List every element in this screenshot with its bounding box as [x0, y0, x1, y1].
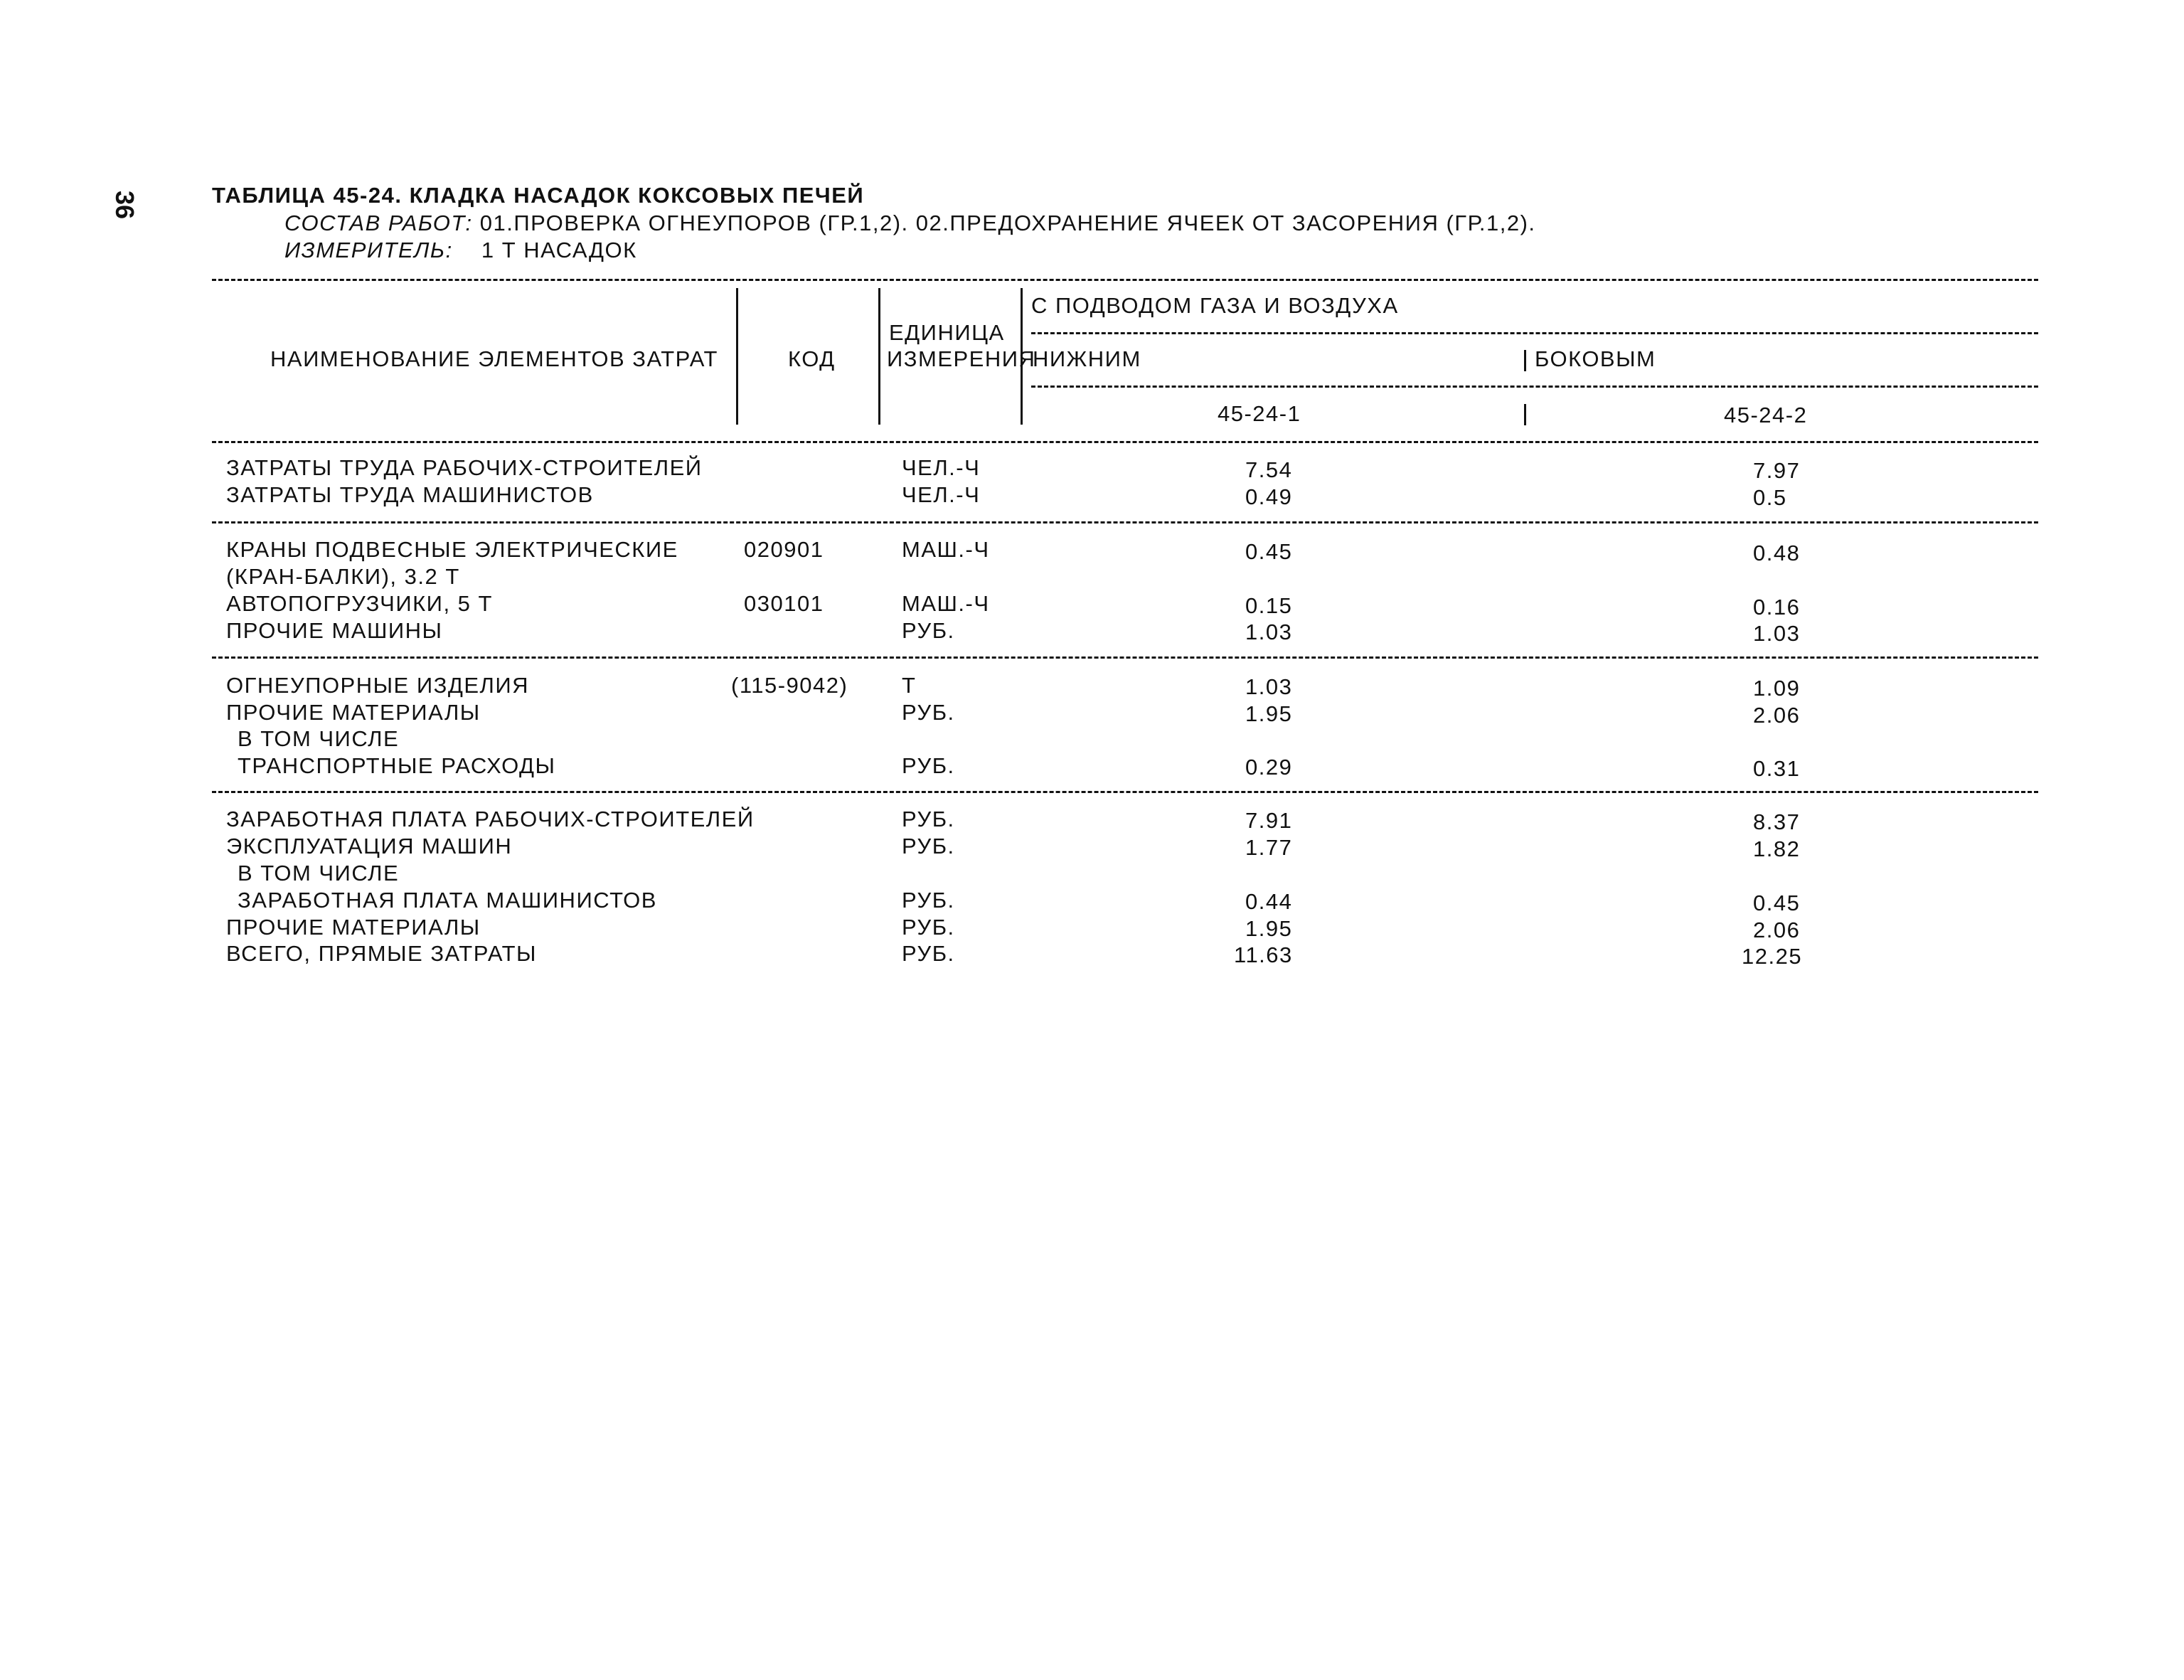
row-value-1: 1.03 [1245, 620, 1293, 644]
work-composition [284, 212, 1536, 234]
row-value-1: 0.29 [1245, 755, 1293, 780]
section-rule-3 [212, 791, 2038, 793]
col-divider-sub [1524, 350, 1526, 371]
row-unit: МАШ.-Ч [902, 537, 990, 562]
row-name: ЗАТРАТЫ ТРУДА РАБОЧИХ-СТРОИТЕЛЕЙ [226, 455, 703, 480]
header-unit-col-1: ЕДИНИЦА [889, 320, 1005, 345]
col-divider-code [878, 288, 880, 425]
row-unit: РУБ. [902, 807, 955, 831]
row-name: КРАНЫ ПОДВЕСНЫЕ ЭЛЕКТРИЧЕСКИЕ [226, 537, 678, 562]
header-group-rule [1031, 332, 2038, 334]
row-unit: РУБ. [902, 618, 955, 643]
row-unit: РУБ. [902, 700, 955, 725]
row-value-2: 0.16 [1753, 595, 1801, 620]
measure-text: 1 Т НАСАДОК [481, 238, 637, 262]
row-name: ПРОЧИЕ МАТЕРИАЛЫ [226, 915, 481, 940]
row-value-2: 0.5 [1753, 485, 1787, 510]
row-name: ЭКСПЛУАТАЦИЯ МАШИН [226, 834, 513, 858]
row-unit: ЧЕЛ.-Ч [902, 482, 981, 507]
row-value-2: 12.25 [1742, 944, 1803, 969]
work-composition-label: СОСТАВ РАБОТ: [284, 211, 473, 235]
header-sub1: НИЖНИМ [1033, 346, 1141, 371]
row-name: В ТОМ ЧИСЛЕ [238, 861, 400, 886]
row-value-2: 0.45 [1753, 890, 1801, 915]
row-value-1: 1.77 [1245, 835, 1293, 860]
row-name: ЗАТРАТЫ ТРУДА МАШИНИСТОВ [226, 482, 594, 507]
section-rule-1 [212, 521, 2038, 523]
row-unit: РУБ. [902, 753, 955, 778]
row-value-2: 0.48 [1753, 541, 1801, 565]
row-unit: ЧЕЛ.-Ч [902, 455, 981, 480]
row-value-1: 0.44 [1245, 889, 1293, 914]
measure [284, 239, 637, 261]
table-top-rule [212, 279, 2038, 281]
row-name: В ТОМ ЧИСЛЕ [238, 726, 400, 751]
row-name: ОГНЕУПОРНЫЕ ИЗДЕЛИЯ [226, 673, 530, 698]
row-value-1: 7.54 [1245, 457, 1293, 482]
section-rule-2 [212, 656, 2038, 659]
header-code1: 45-24-1 [1218, 401, 1301, 426]
row-name: АВТОПОГРУЗЧИКИ, 5 Т [226, 591, 493, 616]
col-divider-name [736, 288, 738, 425]
row-value-2: 0.31 [1753, 756, 1801, 781]
row-unit: РУБ. [902, 915, 955, 940]
row-code: 020901 [744, 537, 824, 562]
row-unit: Т [902, 673, 917, 698]
row-value-2: 2.06 [1753, 703, 1801, 728]
row-unit: РУБ. [902, 941, 955, 966]
col-divider-code-sub [1524, 404, 1526, 425]
row-value-1: 0.45 [1245, 539, 1293, 564]
row-name: ЗАРАБОТНАЯ ПЛАТА МАШИНИСТОВ [238, 888, 657, 913]
row-unit: МАШ.-Ч [902, 591, 990, 616]
header-name-col: НАИМЕНОВАНИЕ ЭЛЕМЕНТОВ ЗАТРАТ [270, 346, 718, 371]
header-unit-col-2: ИЗМЕРЕНИЯ [887, 346, 1036, 371]
header-sub-rule [1031, 386, 2038, 388]
header-sub2: БОКОВЫМ [1535, 346, 1656, 371]
row-value-1: 0.49 [1245, 484, 1293, 509]
row-value-1: 0.15 [1245, 593, 1293, 618]
row-name: ЗАРАБОТНАЯ ПЛАТА РАБОЧИХ-СТРОИТЕЛЕЙ [226, 807, 755, 831]
row-value-2: 7.97 [1753, 458, 1801, 483]
measure-label: ИЗМЕРИТЕЛЬ: [284, 238, 453, 262]
row-value-2: 1.03 [1753, 621, 1801, 646]
row-value-1: 1.03 [1245, 674, 1293, 699]
row-code: (115-9042) [731, 673, 848, 698]
row-value-1: 1.95 [1245, 701, 1293, 726]
row-value-2: 1.82 [1753, 836, 1801, 861]
row-name: ПРОЧИЕ МАТЕРИАЛЫ [226, 700, 481, 725]
table-title: ТАБЛИЦА 45-24. КЛАДКА НАСАДОК КОКСОВЫХ ПЕЧЕЙ [212, 183, 865, 208]
row-value-1: 1.95 [1245, 916, 1293, 941]
row-value-2: 1.09 [1753, 676, 1801, 701]
row-value-2: 8.37 [1753, 809, 1801, 834]
work-composition-text: 01.ПРОВЕРКА ОГНЕУПОРОВ (ГР.1,2). 02.ПРЕДОХРАНЕНИЕ ЯЧЕЕК ОТ ЗАСОРЕНИЯ (ГР.1,2). [479, 211, 1536, 235]
page-number: 36 [110, 191, 139, 220]
row-code: 030101 [744, 591, 824, 616]
row-unit: РУБ. [902, 834, 955, 858]
header-code-col: КОД [788, 346, 836, 371]
row-name: ПРОЧИЕ МАШИНЫ [226, 618, 443, 643]
row-value-1: 11.63 [1234, 942, 1293, 967]
row-name: ТРАНСПОРТНЫЕ РАСХОДЫ [238, 753, 556, 778]
row-name: (КРАН-БАЛКИ), 3.2 Т [226, 564, 460, 589]
row-name: ВСЕГО, ПРЯМЫЕ ЗАТРАТЫ [226, 941, 537, 966]
header-code2: 45-24-2 [1724, 403, 1808, 427]
header-bottom-rule [212, 441, 2038, 443]
row-value-1: 7.91 [1245, 808, 1293, 833]
header-group: С ПОДВОДОМ ГАЗА И ВОЗДУХА [1031, 293, 1399, 318]
row-value-2: 2.06 [1753, 918, 1801, 942]
row-unit: РУБ. [902, 888, 955, 913]
